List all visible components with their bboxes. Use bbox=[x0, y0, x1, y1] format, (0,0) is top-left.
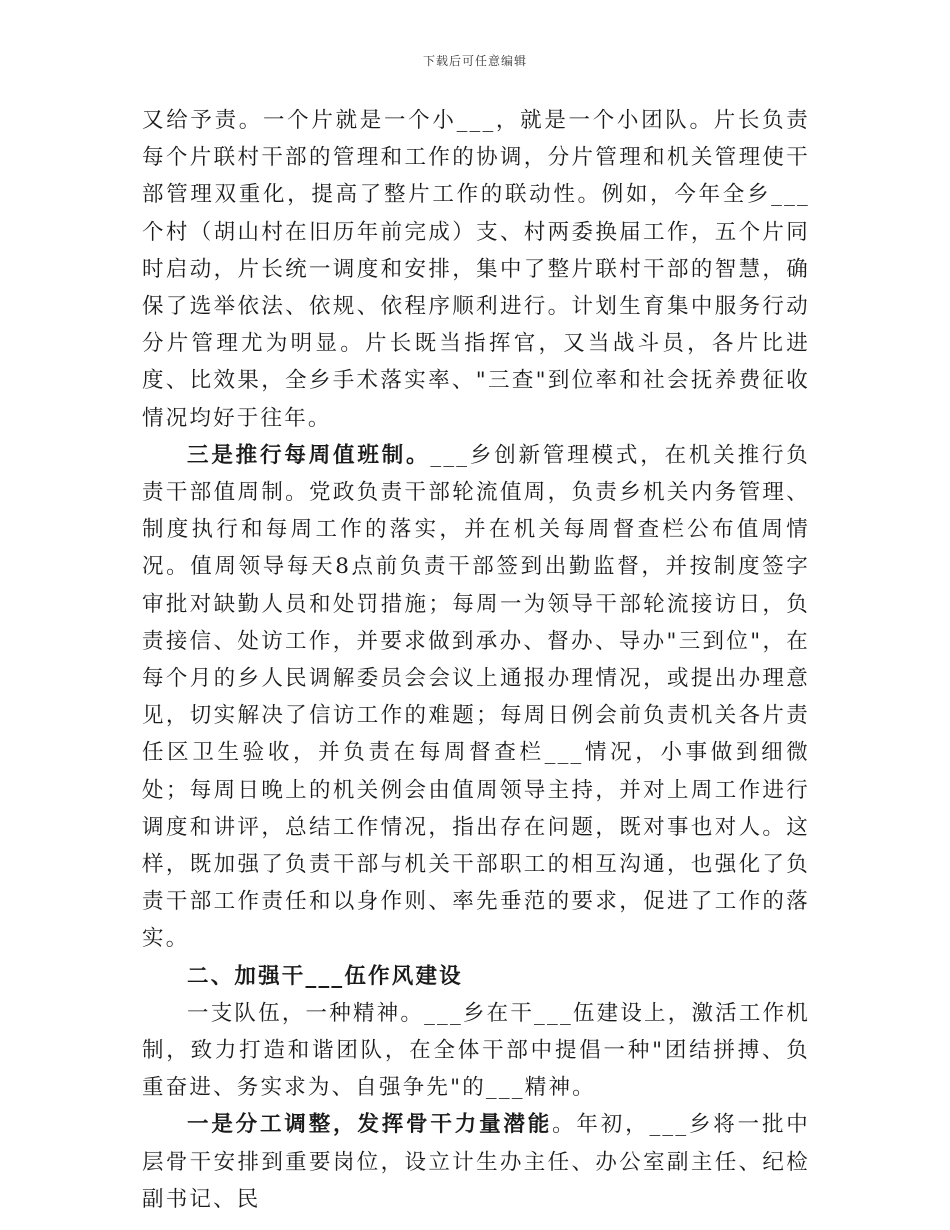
paragraph-2-text: ___乡创新管理模式，在机关推行负责干部值周制。党政负责干部轮流值周，负责乡机关内务管理、制度执行和每周工作的落实，并在机关每周督查栏公布值周情况。值周领导每天8点前负责干部签到出勤监督，并按制度签字审批对缺勤人员和处罚措施；每周一为领导干部轮流接访日，负责接信、处访工作，并要求做到承办、督办、导办"三到位"，在每个月的乡人民调解委员会会议上通报办理情况，或提出办理意见，切实解决了信访工作的难题；每周日例会前负责机关各片责任区卫生验收，并负责在每周督查栏___情况，小事做到细微处；每周日晚上的机关例会由值周领导主持，并对上周工作进行调度和讲评，总结工作情况，指出存在问题，既对事也对人。这样，既加强了负责干部与机关干部职工的相互沟通，也强化了负责干部工作责任和以身作则、率先垂范的要求，促进了工作的落实。 bbox=[142, 442, 810, 952]
paragraph-4-lead: 一是分工调整，发挥骨干力量潜能 bbox=[187, 1112, 553, 1138]
paragraph-2 bbox=[142, 437, 810, 958]
paragraph-4-text: 。年初，___乡将一批中层骨干安排到重要岗位，设立计生办主任、办公室副主任、纪检副书记、民 bbox=[142, 1112, 810, 1212]
paragraph-3: 一支队伍，一种精神。___乡在干___伍建设上，激活工作机制，致力打造和谐团队，在全体干部中提倡一种"团结拼搏、负重奋进、务实求为、自强争先"的___精神。 bbox=[142, 1000, 810, 1101]
page-header: 下载后可任意编辑 bbox=[422, 54, 527, 68]
paragraph-4 bbox=[142, 1106, 810, 1218]
document-body bbox=[142, 102, 810, 1218]
section-heading-2: 二、加强干___伍作风建设 bbox=[187, 963, 463, 989]
paragraph-2-lead: 三是推行每周值班制。 bbox=[187, 442, 431, 468]
paragraph-1: 又给予责。一个片就是一个小___，就是一个小团队。片长负责每个片联村干部的管理和工作的协调，分片管理和机关管理使干部管理双重化，提高了整片工作的联动性。例如，今年全乡___个村（胡山村在旧历年前完成）支、村两委换届工作，五个片同时启动，片长统一调度和安排，集中了整片联村干部的智慧，确保了选举依法、依规、依程序顺利进行。计划生育集中服务行动分片管理尤为明显。片长既当指挥官，又当战斗员，各片比进度、比效果，全乡手术落实率、"三查"到位率和社会抚养费征收情况均好于往年。 bbox=[142, 108, 810, 431]
